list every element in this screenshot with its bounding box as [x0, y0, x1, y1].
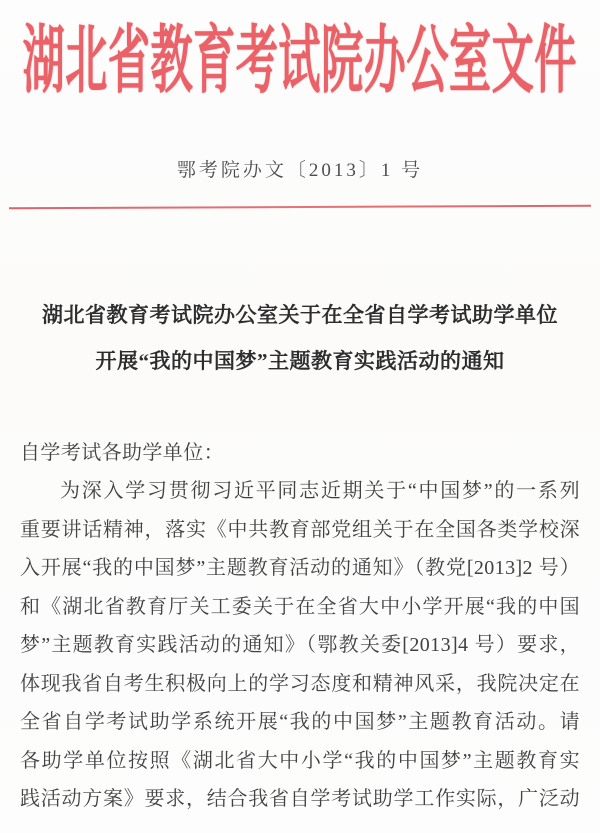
document-title-line-1: 湖北省教育考试院办公室关于在全省自学考试助学单位	[42, 303, 558, 327]
body-line: 入开展“我的中国梦”主题教育活动的通知》（教党[2013]2 号）	[20, 557, 580, 579]
document-body	[0, 434, 600, 819]
red-divider-line	[9, 205, 591, 210]
document-number: 鄂考院办文〔2013〕1 号	[176, 160, 424, 181]
document-title-line-2: 开展“我的中国梦”主题教育实践活动的通知	[95, 349, 505, 373]
body-line: 各助学单位按照《湖北省大中小学“我的中国梦”主题教育实	[20, 749, 580, 772]
body-line: 重要讲话精神，落实《中共教育部党组关于在全国各类学校深	[20, 518, 580, 541]
red-letterhead	[0, 0, 600, 118]
body-line: 和《湖北省教育厅关工委关于在全省大中小学开展“我的中国	[20, 595, 580, 618]
document-title	[0, 292, 600, 384]
salutation-line: 自学考试各助学单位：	[20, 442, 224, 464]
body-line: 体现我省自考生积极向上的学习态度和精神风采，我院决定在	[20, 672, 580, 695]
body-line: 全省自学考试助学系统开展“我的中国梦”主题教育活动。请	[20, 711, 580, 733]
body-line: 践活动方案》要求，结合我省自学考试助学工作实际，广泛动	[20, 788, 580, 810]
body-line: 为深入学习贯彻习近平同志近期关于“中国梦”的一系列	[60, 480, 580, 502]
organization-title: 湖北省教育考试院办公室文件	[22, 21, 578, 103]
body-line: 梦”主题教育实践活动的通知》（鄂教关委[2013]4 号）要求，	[20, 634, 580, 656]
